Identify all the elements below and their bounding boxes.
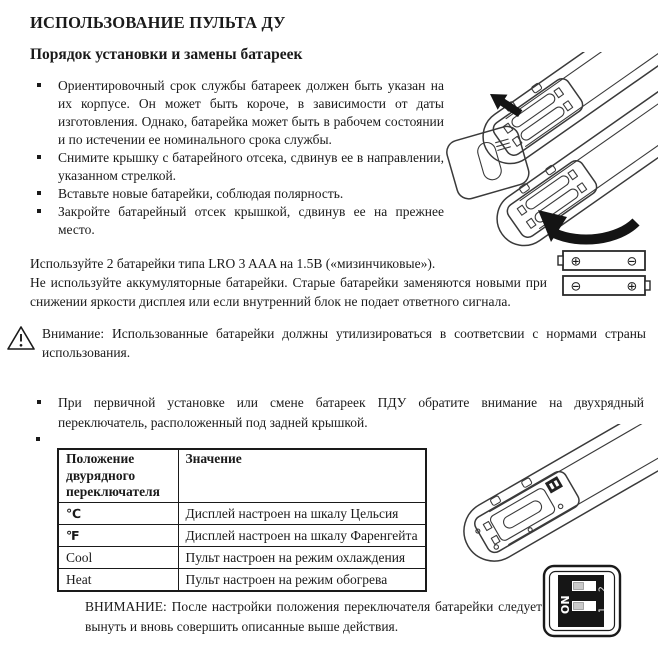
remote-battery-replacement-illustration: [438, 52, 658, 252]
column-header-meaning: Значение: [178, 449, 426, 502]
list-item: [30, 149, 444, 185]
bullet-marker: [37, 209, 41, 213]
cell-meaning: Дисплей настроен на шкалу Цельсия: [178, 502, 426, 524]
warning-triangle-icon: [7, 325, 35, 351]
list-item-text: Ориентировочный срок службы батареек должен быть указан на их корпусе. Он может быть короче, в зависимости от даты изготовления. Однако, батарейка может быть в рабочем состоянии и по истечении ее номинального срока службы.: [58, 78, 444, 147]
cell-meaning: Пульт настроен на режим обогрева: [178, 568, 426, 591]
cell-position: ℃: [58, 502, 178, 524]
plus-terminal-icon: ⊕: [570, 254, 582, 270]
battery-type-note: Используйте 2 батарейки типа LRO 3 AAA на 1.5В («мизинчиковые»).: [30, 256, 436, 271]
bullet-marker: [37, 155, 41, 159]
empty-bullet-marker: [36, 437, 40, 441]
table-header-row: [58, 449, 426, 502]
dip-switch-note-text: При первичной установке или смене батареек ПДУ обратите внимание на двухрядный переключатель, расположенный под задней крышкой.: [58, 395, 644, 430]
dip-pin-2-label: 2: [598, 586, 608, 592]
disposal-warning-text: Внимание: Использованные батарейки должны утилизироваться в соответсвии с нормами страны использования.: [42, 326, 646, 360]
bottom-warning-text: ВНИМАНИЕ: После настройки положения переключателя батарейки следует вынуть и вновь совершить описанные выше действия.: [85, 599, 542, 634]
column-header-position: Положение двурядного переключателя: [58, 449, 178, 502]
no-rechargeable-note: Не используйте аккумуляторные батарейки. Старые батарейки заменяются новыми при снижении яркости дисплея или если внутренний блок не подает ответного сигнала.: [30, 275, 547, 309]
minus-terminal-icon: ⊖: [570, 279, 582, 295]
battery-steps-list: [30, 77, 444, 239]
cell-position: ℉: [58, 524, 178, 546]
minus-terminal-icon: ⊖: [626, 254, 638, 270]
bullet-marker: [37, 191, 41, 195]
cell-meaning: Дисплей настроен на шкалу Фаренгейта: [178, 524, 426, 546]
bullet-marker: [37, 400, 41, 404]
dip-switch-table: [57, 448, 427, 592]
cell-position: Cool: [58, 546, 178, 568]
list-item-text: Вставьте новые батарейки, соблюдая полярность.: [58, 186, 344, 201]
battery-polarity-diagram: [556, 248, 654, 300]
list-item: [30, 185, 444, 203]
plus-terminal-icon: ⊕: [626, 279, 638, 295]
list-item-text: Снимите крышку с батарейного отсека, сдвинув ее в направлении, указанном стрелкой.: [58, 150, 444, 183]
list-item: [30, 203, 444, 239]
table-row: [58, 568, 426, 591]
dip-pin-1-label: 1: [598, 607, 608, 613]
close-direction-arrow-icon: [538, 210, 636, 242]
list-item-text: Закройте батарейный отсек крышкой, сдвинув ее на прежнее место.: [58, 204, 444, 237]
cell-meaning: Пульт настроен на режим охлаждения: [178, 546, 426, 568]
remote-open-back: [453, 424, 658, 572]
remote-open-back: [472, 52, 658, 174]
table-row: [58, 546, 426, 568]
table-row: [58, 502, 426, 524]
battery-top: [558, 251, 645, 270]
dip-slider-2: [572, 601, 596, 611]
dip-slider-1: [572, 581, 596, 591]
dip-on-label: ON: [559, 595, 572, 614]
page-title: ИСПОЛЬЗОВАНИЕ ПУЛЬТА ДУ: [30, 13, 286, 32]
remote-dip-switch-illustration: [428, 424, 658, 582]
cell-position: Heat: [58, 568, 178, 591]
bullet-marker: [37, 83, 41, 87]
battery-bottom: [563, 276, 650, 295]
table-row: [58, 524, 426, 546]
section-subtitle: Порядок установки и замены батареек: [30, 46, 303, 63]
dip-switch-detail: [541, 563, 623, 639]
list-item: [30, 77, 444, 149]
dip-switch-icon: [545, 476, 563, 493]
